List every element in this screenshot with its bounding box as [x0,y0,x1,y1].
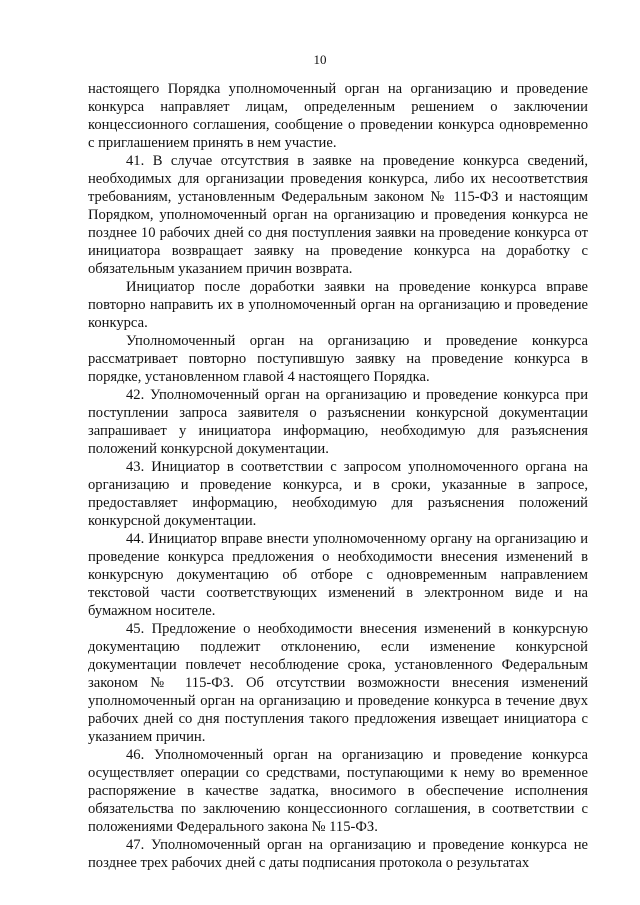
paragraph-46: 46. Уполномоченный орган на организацию и проведение конкурса осуществляет операции со средствами, поступающими к нему во временное распоряжение в качестве задатка, вносимого в обеспечение исполнения обязательства по заключению концессионного соглашения, в соответствии с положениями Федерального закона № 115-ФЗ. [88,747,588,835]
document-body [88,80,588,872]
paragraph-47: 47. Уполномоченный орган на организацию и проведение конкурса не позднее трех рабочих дней с даты подписания протокола о результатах [88,837,588,871]
paragraph-43: 43. Инициатор в соответствии с запросом уполномоченного органа на организацию и проведение конкурса, и в сроки, указанные в запросе, предоставляет информацию, необходимую для разъяснения положений конкурсной документации. [88,459,588,529]
page-number: 10 [313,52,327,67]
paragraph-44: 44. Инициатор вправе внести уполномоченному органу на организацию и проведение конкурса предложения о необходимости внесения изменений в конкурсную документацию об отборе с одновременным направлением текстовой части соответствующих изменений в электронном виде и на бумажном носителе. [88,531,588,619]
paragraph-41-review: Уполномоченный орган на организацию и проведение конкурса рассматривает повторно поступившую заявку на проведение конкурса в порядке, установленном главой 4 настоящего Порядка. [88,333,588,385]
paragraph-41-resubmission: Инициатор после доработки заявки на проведение конкурса вправе повторно направить их в уполномоченный орган на организацию и проведение конкурса. [88,279,588,331]
paragraph-42: 42. Уполномоченный орган на организацию и проведение конкурса при поступлении запроса заявителя о разъяснении конкурсной документации запрашивает у инициатора информацию, необходимую для разъяснения положений конкурсной документации. [88,387,588,457]
paragraph-45: 45. Предложение о необходимости внесения изменений в конкурсную документацию подлежит отклонению, если изменение конкурсной документации повлечет несоблюдение срока, установленного Федеральным законом № 115-ФЗ. Об отсутствии возможности внесения изменений уполномоченный орган на организацию и проведение конкурса в течение двух рабочих дней со дня поступления такого предложения извещает инициатора с указанием причин. [88,621,588,745]
paragraph-continuation: настоящего Порядка уполномоченный орган на организацию и проведение конкурса направляет лицам, определенным решением о заключении концессионного соглашения, сообщение о проведении конкурса одновременно с приглашением принять в нем участие. [88,81,588,151]
paragraph-41: 41. В случае отсутствия в заявке на проведение конкурса сведений, необходимых для организации проведения конкурса, либо их несоответствия требованиям, установленным Федеральным законом № 115-ФЗ и настоящим Порядком, уполномоченный орган на организацию и проведения конкурса не позднее 10 рабочих дней со дня поступления заявки на проведение конкурса от инициатора возвращает заявку на проведение конкурса на доработку с обязательным указанием причин возврата. [88,153,588,277]
